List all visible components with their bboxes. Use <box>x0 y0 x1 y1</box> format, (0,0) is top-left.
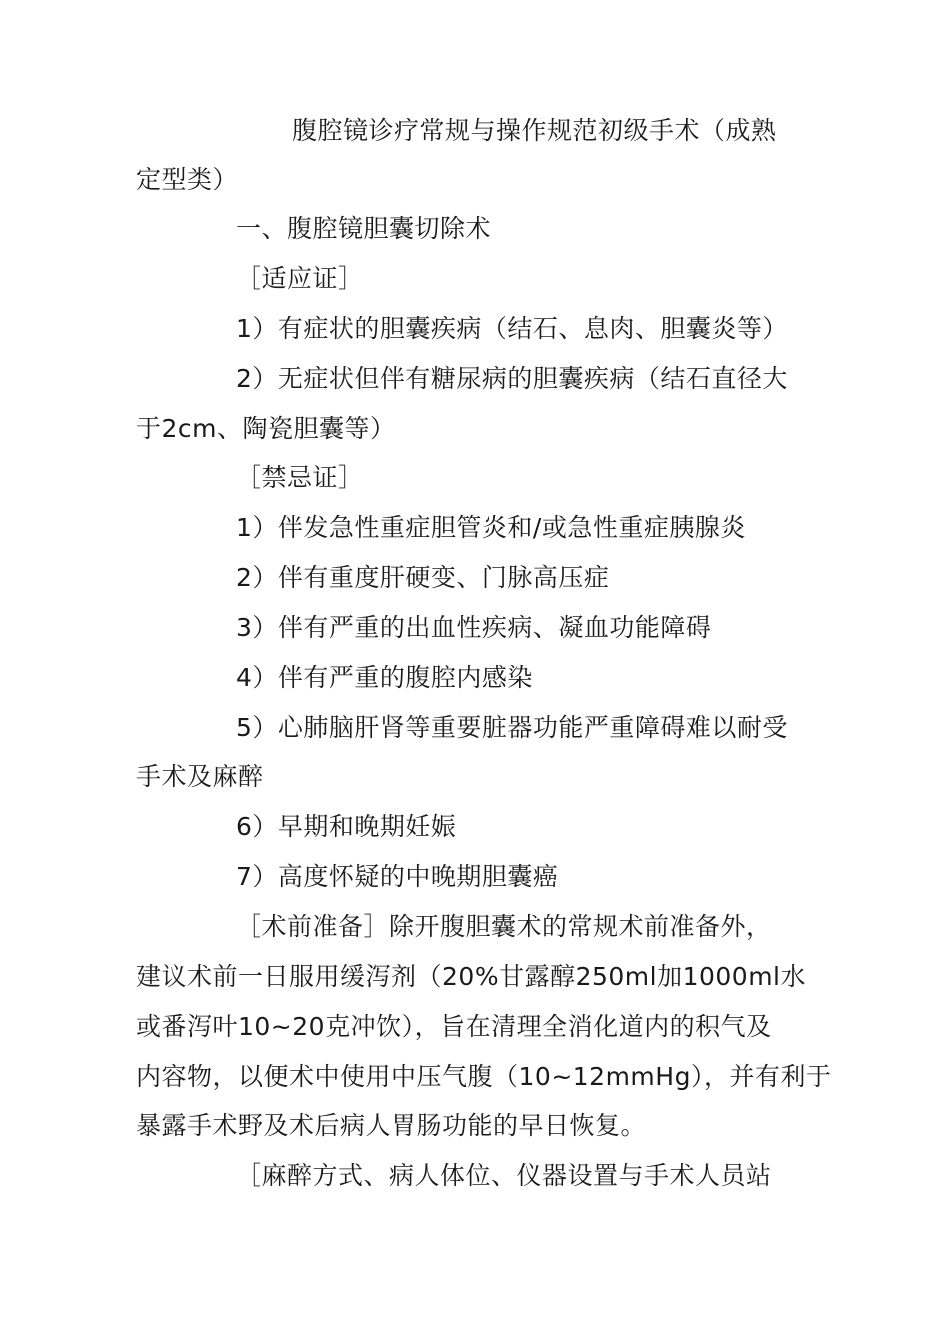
contraindication-item-7: 7）高度怀疑的中晚期胆囊癌 <box>236 862 559 891</box>
contraindication-item-5-line-2: 手术及麻醉 <box>136 762 264 791</box>
indication-item-2-line-2: 于2cm、陶瓷胆囊等） <box>136 414 396 443</box>
contraindication-item-1: 1）伴发急性重症胆管炎和/或急性重症胰腺炎 <box>236 513 746 542</box>
preop-paragraph-line-4: 内容物，以便术中使用中压气腹（10~12mmHg），并有利于 <box>136 1062 832 1091</box>
contraindication-item-3: 3）伴有严重的出血性疾病、凝血功能障碍 <box>236 613 712 642</box>
contraindication-item-6: 6）早期和晚期妊娠 <box>236 812 457 841</box>
contraindication-item-2: 2）伴有重度肝硬变、门脉高压症 <box>236 563 610 592</box>
preop-paragraph-line-5: 暴露手术野及术后病人胃肠功能的早日恢复。 <box>136 1111 647 1140</box>
document-title-line-1: 腹腔镜诊疗常规与操作规范初级手术（成熟 <box>292 116 777 145</box>
preop-paragraph-line-2: 建议术前一日服用缓泻剂（20%甘露醇250ml加1000ml水 <box>136 962 807 991</box>
contraindications-heading: ［禁忌证］ <box>236 463 364 492</box>
document-title-line-2: 定型类） <box>136 165 239 194</box>
contraindication-item-5-line-1: 5）心肺脑肝肾等重要脏器功能严重障碍难以耐受 <box>236 713 788 742</box>
contraindication-item-4: 4）伴有严重的腹腔内感染 <box>236 663 533 692</box>
section-heading: 一、腹腔镜胆囊切除术 <box>236 214 492 243</box>
preop-paragraph-line-3: 或番泻叶10~20克冲饮），旨在清理全消化道内的积气及 <box>136 1012 772 1041</box>
preop-paragraph-line-1: ［术前准备］除开腹胆囊术的常规术前准备外， <box>236 912 772 941</box>
indication-item-2-line-1: 2）无症状但伴有糖尿病的胆囊疾病（结石直径大 <box>236 364 788 393</box>
indication-item-1: 1）有症状的胆囊疾病（结石、息肉、胆囊炎等） <box>236 314 788 343</box>
anesthesia-heading-line-1: ［麻醉方式、病人体位、仪器设置与手术人员站 <box>236 1161 772 1190</box>
indications-heading: ［适应证］ <box>236 264 364 293</box>
